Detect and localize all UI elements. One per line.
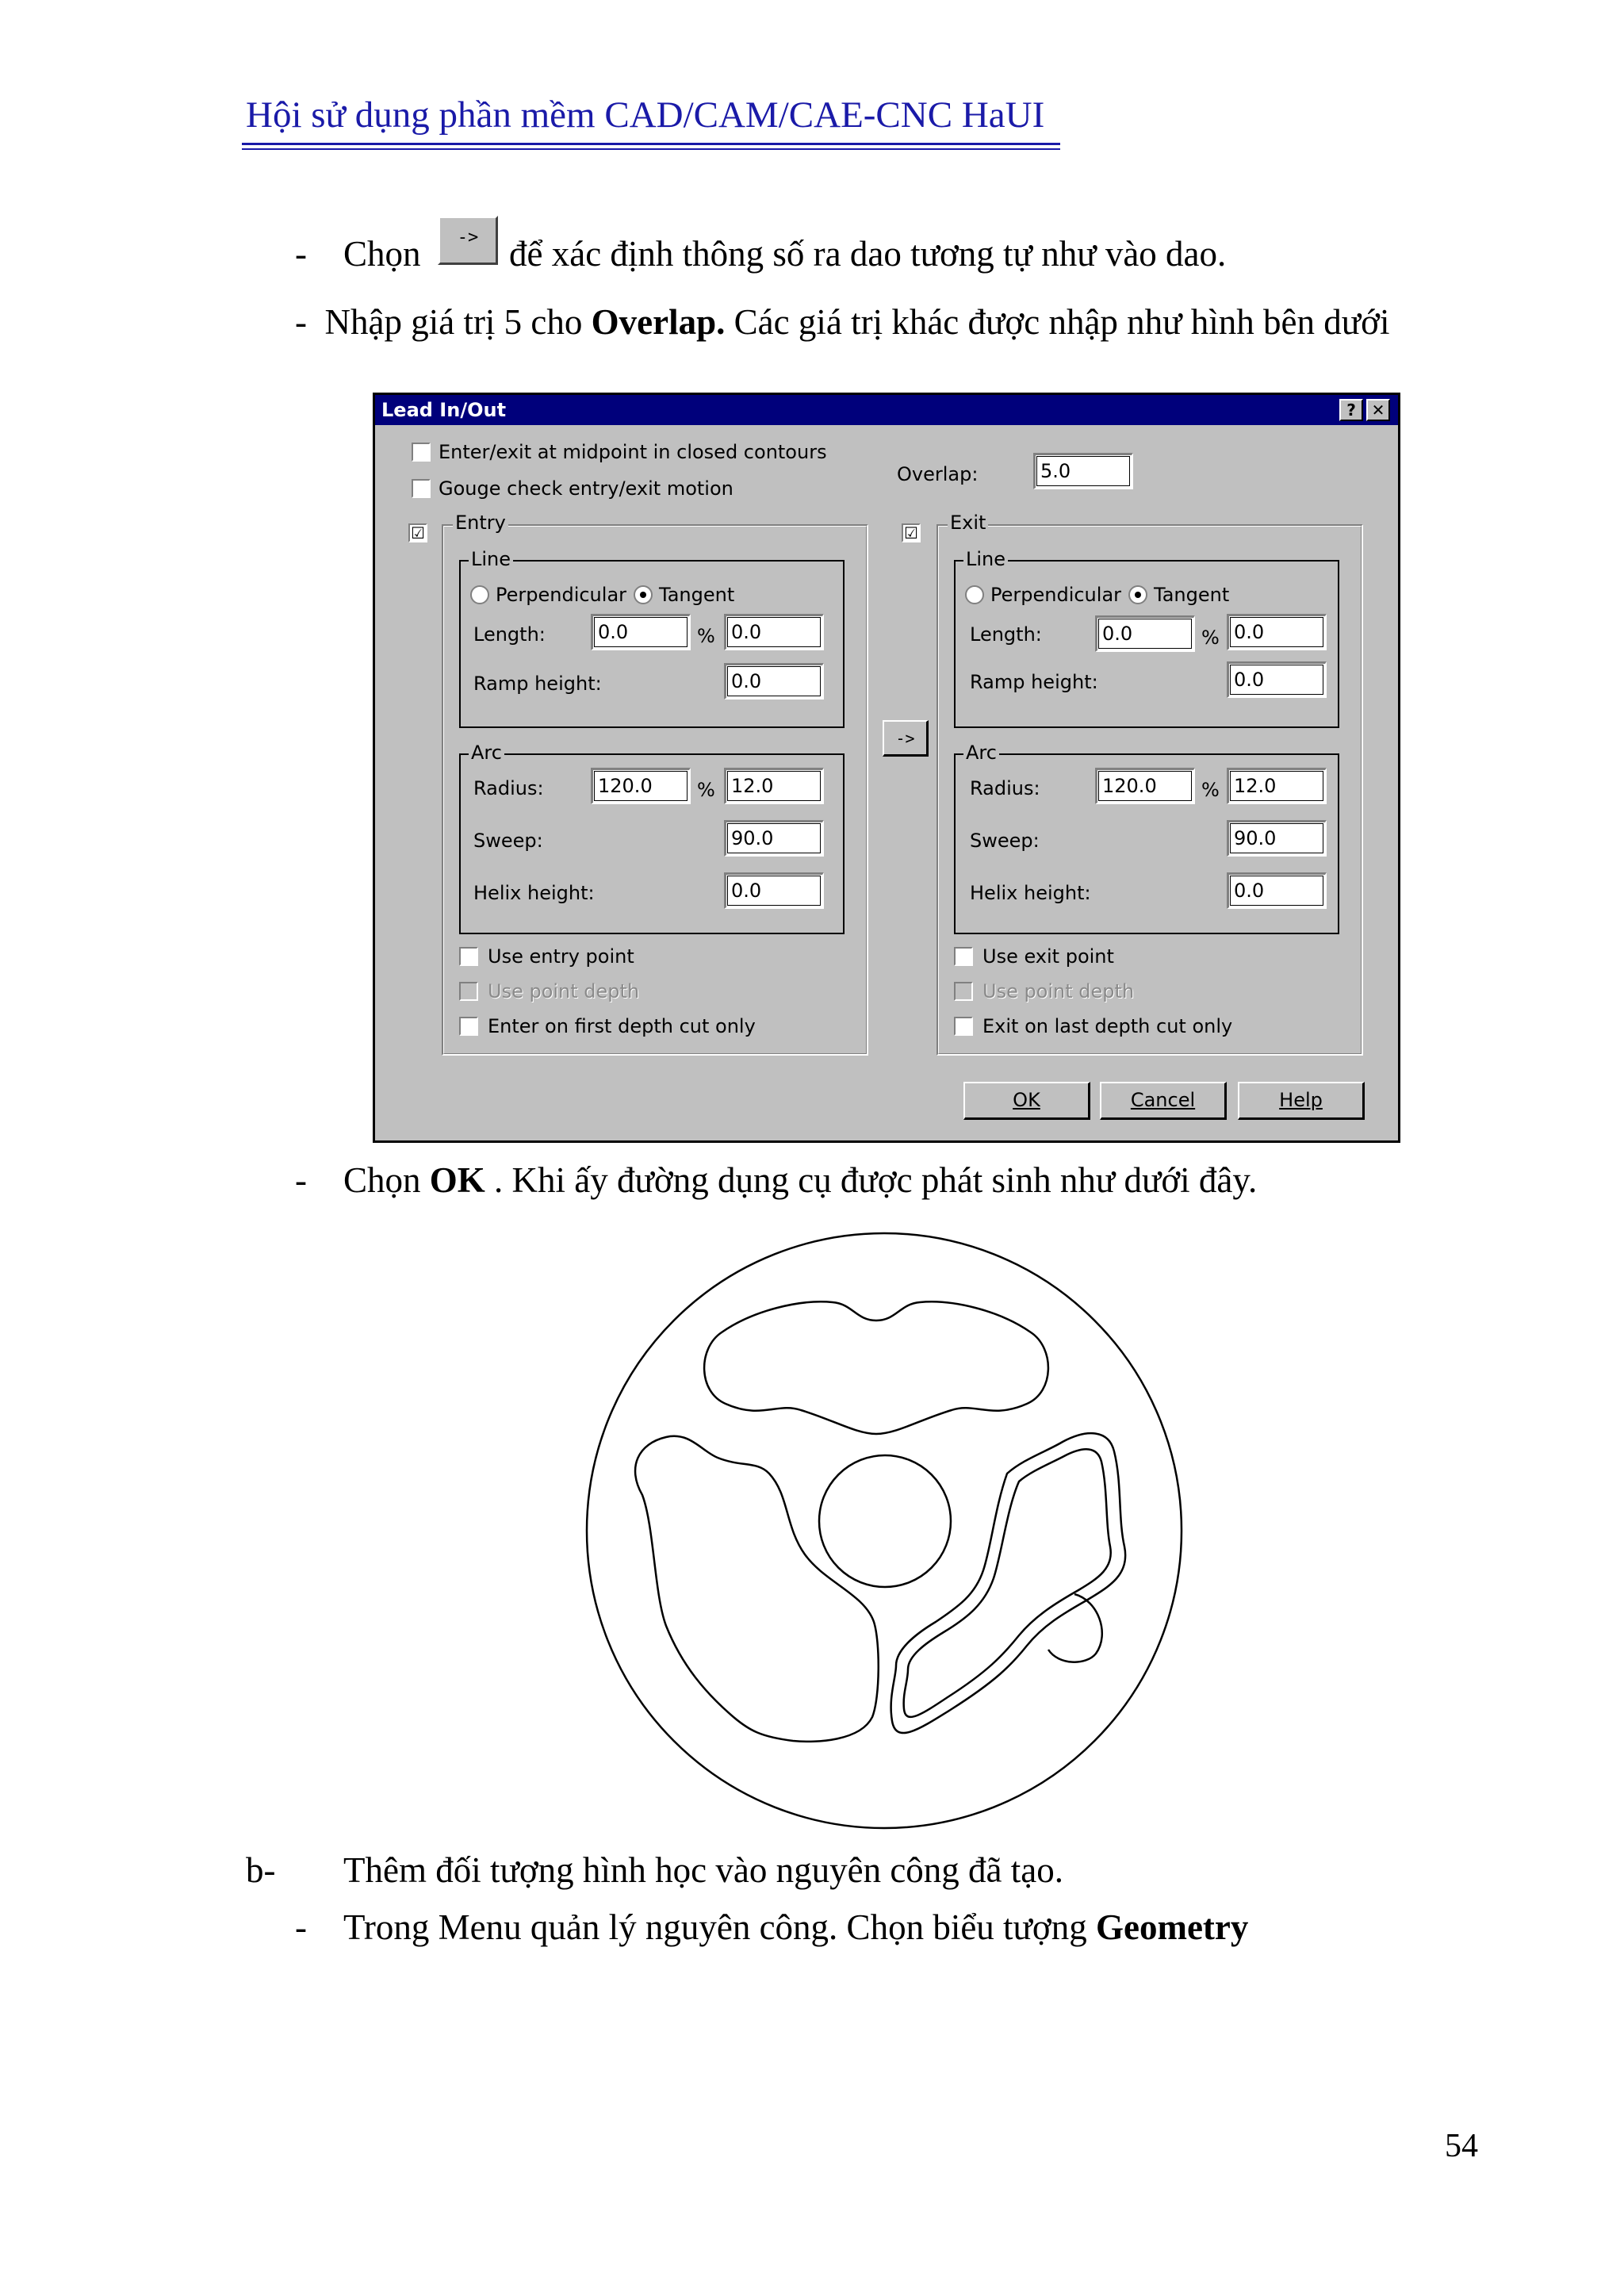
entry-length-pct-input[interactable]: 0.0 — [724, 614, 824, 650]
use-exit-point-checkbox[interactable] — [954, 947, 973, 966]
exit-use-point-depth-label: Use point depth — [982, 980, 1135, 1002]
entry-ramp-input[interactable]: 0.0 — [724, 663, 824, 700]
entry-perpendicular-radio[interactable] — [470, 585, 489, 604]
para-5-before: Trong Menu quản lý nguyên công. Chọn biểu tượng — [343, 1907, 1087, 1947]
toolpath-drawing — [579, 1221, 1189, 1840]
exit-group-title: Exit — [948, 512, 988, 533]
para-3 — [343, 1160, 1258, 1200]
para-2 — [295, 293, 1477, 351]
use-exit-point-label: Use exit point — [982, 945, 1114, 968]
exit-length-input[interactable]: 0.0 — [1095, 615, 1195, 652]
enter-first-depth-checkbox[interactable] — [459, 1017, 478, 1036]
para-4-text: Thêm đối tượng hình học vào nguyên công đã tạo. — [343, 1850, 1063, 1890]
entry-radius-input[interactable]: 120.0 — [591, 768, 691, 804]
use-entry-point-label: Use entry point — [488, 945, 634, 968]
entry-ramp-label: Ramp height: — [473, 673, 602, 695]
help-icon[interactable]: ? — [1339, 399, 1363, 421]
entry-radius-pct-input[interactable]: 12.0 — [724, 768, 824, 804]
exit-helix-label: Helix height: — [970, 882, 1091, 904]
entry-tangent-radio[interactable] — [634, 585, 653, 604]
para-3-dash: - — [295, 1160, 307, 1200]
overlap-input[interactable]: 5.0 — [1033, 453, 1133, 489]
midpoint-label: Enter/exit at midpoint in closed contours — [439, 441, 827, 463]
entry-helix-label: Helix height: — [473, 882, 595, 904]
entry-helix-input[interactable]: 0.0 — [724, 872, 824, 909]
close-icon[interactable]: ✕ — [1366, 399, 1390, 421]
para-2-before: Nhập giá trị 5 cho — [324, 302, 583, 342]
gouge-label: Gouge check entry/exit motion — [439, 477, 733, 500]
para-2-bold: Overlap. — [591, 302, 726, 342]
entry-group-title: Entry — [453, 512, 508, 533]
para-5-bold: Geometry — [1095, 1907, 1249, 1947]
exit-last-depth-label: Exit on last depth cut only — [982, 1015, 1233, 1037]
entry-tangent-label: Tangent — [659, 584, 735, 606]
ok-button[interactable]: OK — [963, 1082, 1090, 1120]
para-2-after: Các giá trị khác được nhập như hình bên dưới — [733, 302, 1390, 342]
para-1-before: Chọn — [343, 234, 421, 274]
exit-checkbox[interactable]: ☑ — [902, 523, 921, 542]
left-pocket — [635, 1436, 879, 1742]
entry-use-point-depth-label: Use point depth — [488, 980, 640, 1002]
entry-length-pct: % — [697, 625, 715, 647]
entry-sweep-input[interactable]: 90.0 — [724, 820, 824, 857]
para-1-dash: - — [295, 234, 307, 274]
exit-arc-title: Arc — [963, 742, 999, 763]
help-button[interactable]: Help — [1238, 1082, 1365, 1120]
exit-radius-pct-input[interactable]: 12.0 — [1227, 768, 1327, 804]
para-1-after: để xác định thông số ra dao tương tự như vào dao. — [509, 234, 1227, 274]
exit-sweep-input[interactable]: 90.0 — [1227, 820, 1327, 857]
entry-length-label: Length: — [473, 623, 546, 646]
outer-circle — [587, 1233, 1182, 1828]
exit-length-pct: % — [1201, 627, 1220, 649]
gouge-checkbox[interactable] — [412, 479, 431, 498]
top-pocket — [704, 1301, 1048, 1434]
exit-last-depth-checkbox[interactable] — [954, 1017, 973, 1036]
entry-checkbox[interactable]: ☑ — [408, 523, 427, 542]
entry-line-title: Line — [469, 549, 513, 569]
para-3-bold: OK — [429, 1160, 485, 1200]
use-entry-point-checkbox[interactable] — [459, 947, 478, 966]
cancel-button[interactable]: Cancel — [1100, 1082, 1227, 1120]
entry-use-point-depth-checkbox — [459, 982, 478, 1001]
exit-length-label: Length: — [970, 623, 1042, 646]
enter-first-depth-label: Enter on first depth cut only — [488, 1015, 756, 1037]
header-rule — [242, 143, 1060, 145]
entry-sweep-label: Sweep: — [473, 830, 543, 852]
page-number: 54 — [1445, 2128, 1478, 2164]
para-3-before: Chọn — [343, 1160, 421, 1200]
header-rule-thin — [242, 148, 1060, 150]
exit-tangent-radio[interactable] — [1128, 585, 1147, 604]
copy-entry-to-exit-button[interactable]: -> — [883, 720, 929, 757]
exit-ramp-label: Ramp height: — [970, 671, 1098, 693]
page-header: Hội sử dụng phần mềm CAD/CAM/CAE-CNC HaUI — [246, 94, 1045, 136]
para-3-after: . Khi ấy đường dụng cụ được phát sinh như dưới đây. — [494, 1160, 1258, 1200]
arrow-button-icon: -> — [438, 216, 498, 265]
overlap-label: Overlap: — [897, 463, 979, 485]
para-5-dash: - — [295, 1907, 307, 1947]
exit-length-pct-input[interactable]: 0.0 — [1227, 614, 1327, 650]
exit-ramp-input[interactable]: 0.0 — [1227, 661, 1327, 698]
exit-sweep-label: Sweep: — [970, 830, 1040, 852]
exit-radius-label: Radius: — [970, 777, 1040, 799]
exit-tangent-label: Tangent — [1154, 584, 1230, 606]
entry-radius-label: Radius: — [473, 777, 544, 799]
para-4-label: b- — [246, 1850, 276, 1890]
exit-radius-pct: % — [1201, 779, 1220, 801]
entry-perpendicular-label: Perpendicular — [496, 584, 627, 606]
exit-perpendicular-radio[interactable] — [965, 585, 984, 604]
entry-radius-pct: % — [697, 779, 715, 801]
dialog-titlebar — [375, 395, 1398, 425]
exit-helix-input[interactable]: 0.0 — [1227, 872, 1327, 909]
exit-radius-input[interactable]: 120.0 — [1095, 768, 1195, 804]
exit-perpendicular-label: Perpendicular — [990, 584, 1122, 606]
exit-use-point-depth-checkbox — [954, 982, 973, 1001]
lead-in-out-dialog — [373, 393, 1400, 1143]
right-pocket-inner — [904, 1449, 1111, 1717]
exit-line-title: Line — [963, 549, 1008, 569]
para-2-dash: - — [295, 302, 307, 342]
dialog-title: Lead In/Out — [381, 399, 507, 421]
midpoint-checkbox[interactable] — [412, 443, 431, 462]
entry-length-input[interactable]: 0.0 — [591, 614, 691, 650]
para-5 — [343, 1907, 1249, 1947]
entry-arc-title: Arc — [469, 742, 504, 763]
center-hub-circle — [819, 1455, 951, 1587]
